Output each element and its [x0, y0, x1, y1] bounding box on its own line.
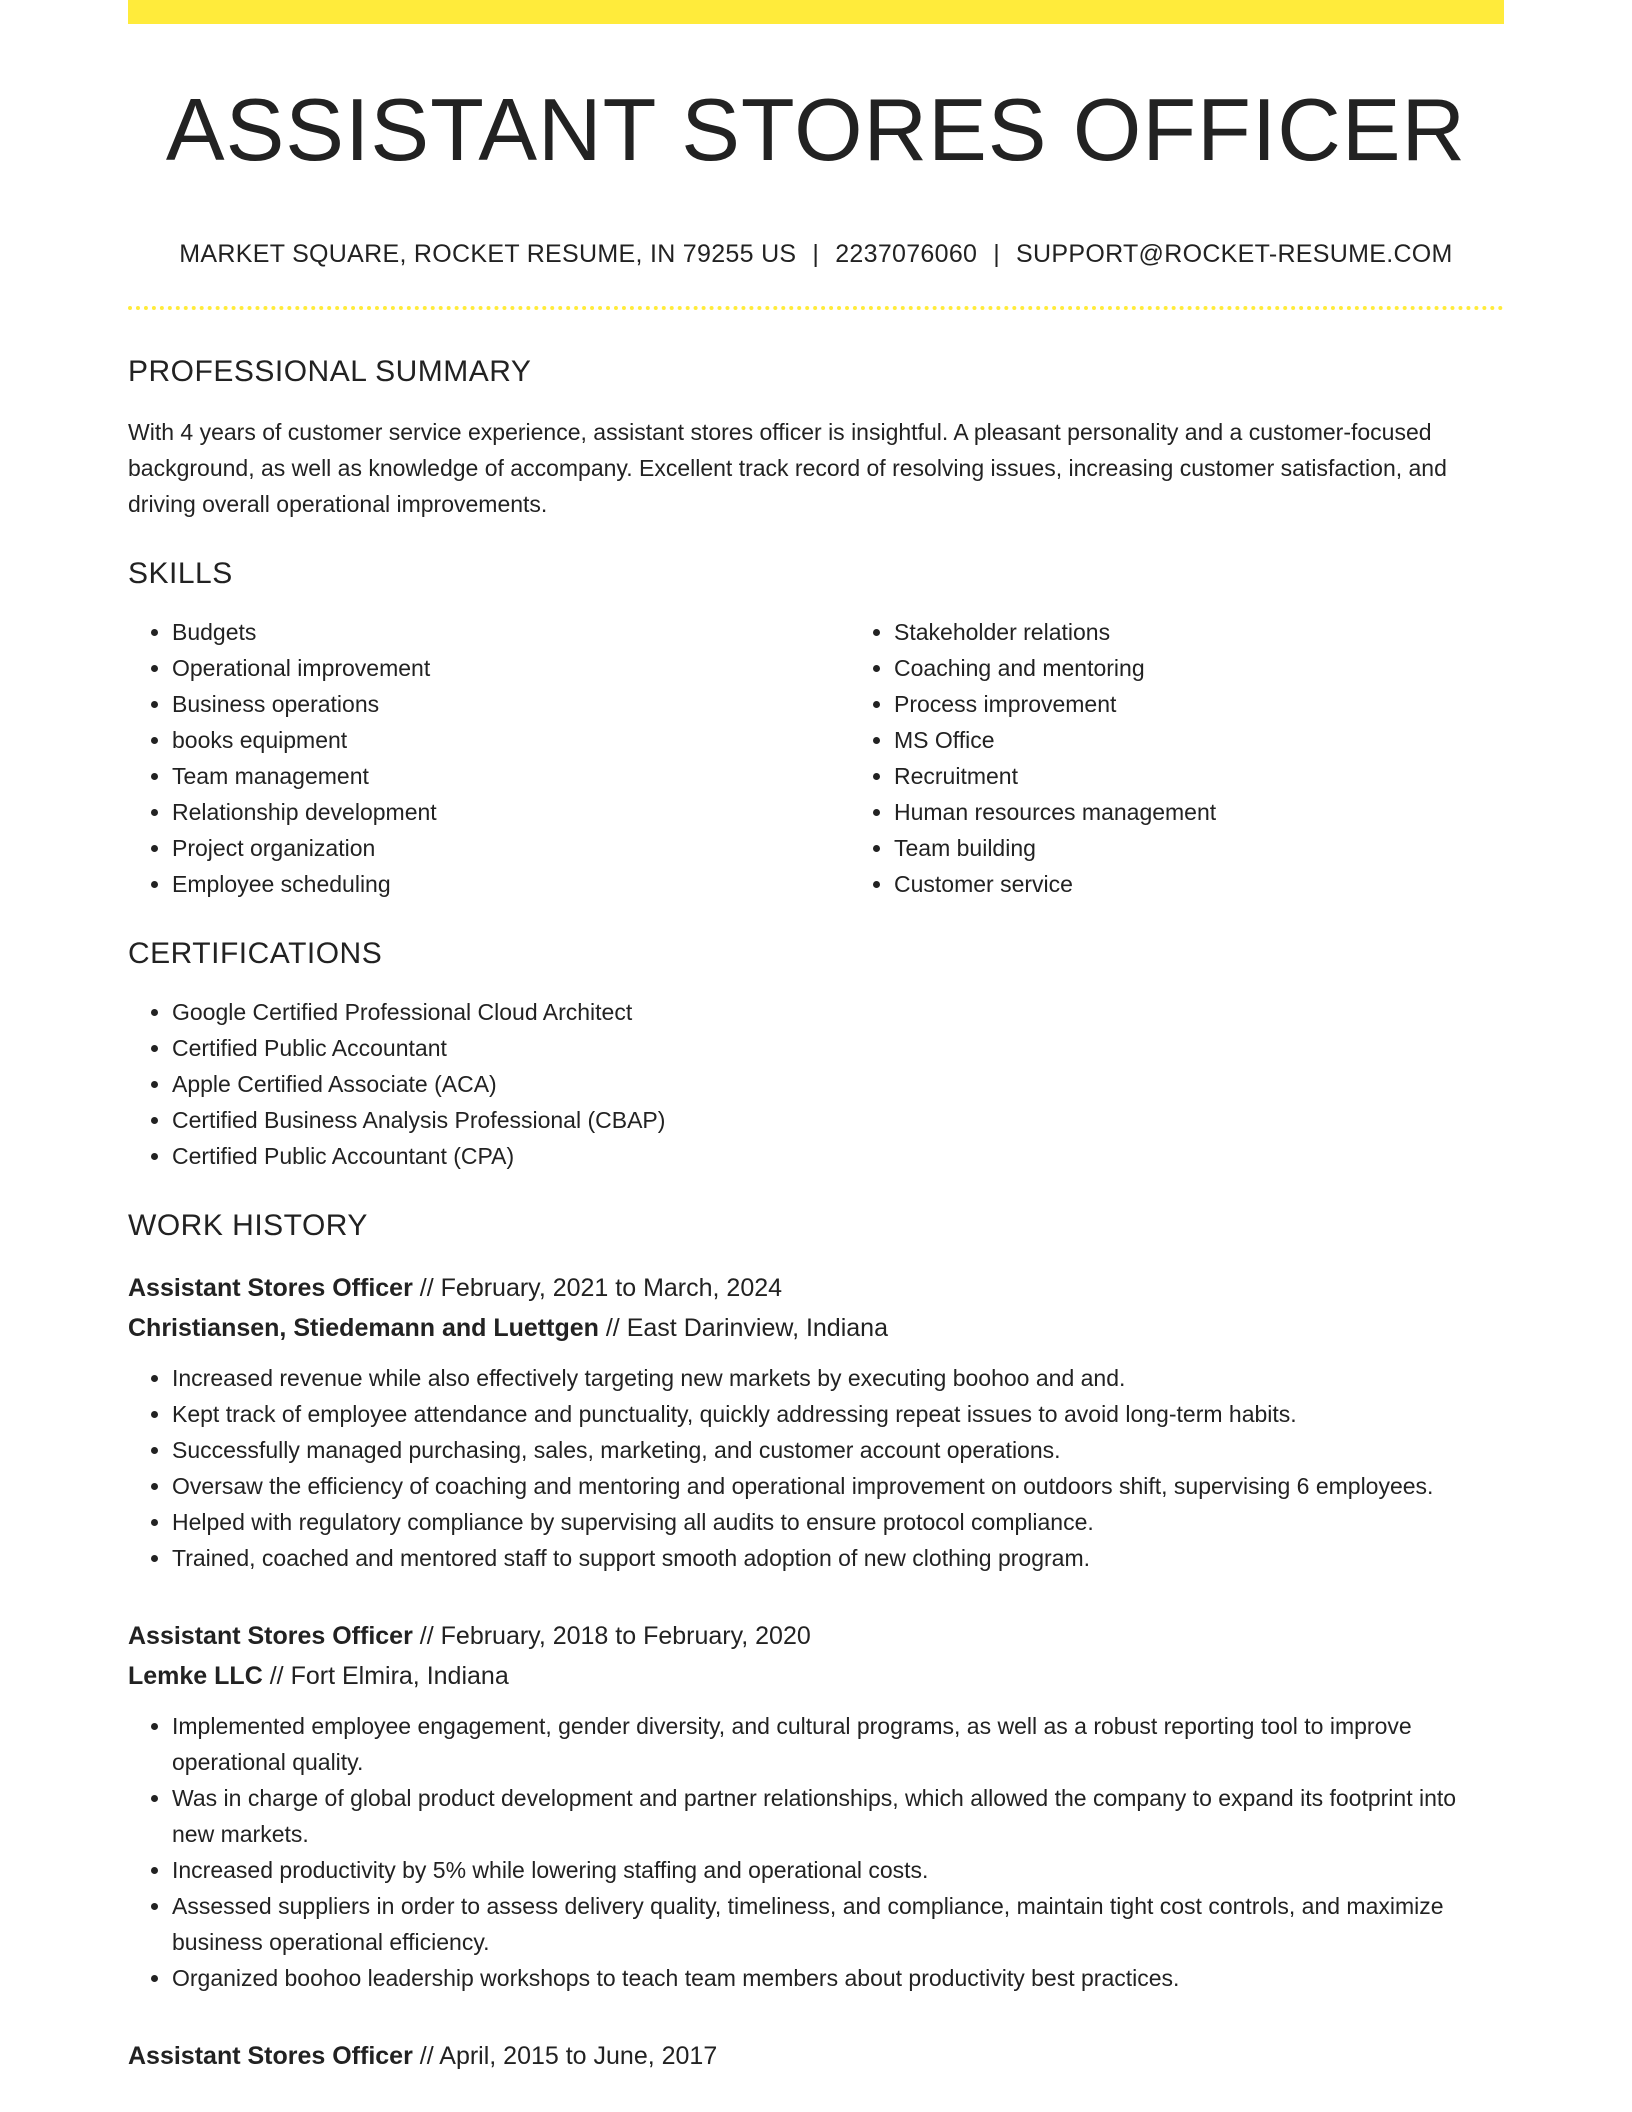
job-location: Fort Elmira, Indiana: [290, 1662, 509, 1690]
job-bullet: • Helped with regulatory compliance by supervising all audits to ensure protocol compliance.: [172, 1504, 1504, 1540]
summary-heading: PROFESSIONAL SUMMARY: [128, 355, 532, 388]
job-title-line: [128, 1616, 1504, 1656]
job-company-line: [128, 1308, 1504, 1348]
skill-item: • Business operations: [172, 686, 850, 722]
certifications-section: [128, 932, 1504, 1174]
header-divider: [128, 306, 1504, 310]
skill-item: • MS Office: [894, 722, 1572, 758]
job-bullet: • Organized boohoo leadership workshops to teach team members about productivity best practices.: [172, 1960, 1504, 1996]
job-title: Assistant Stores Officer: [128, 2042, 413, 2070]
job-bullet: • Successfully managed purchasing, sales, marketing, and customer account operations.: [172, 1432, 1504, 1468]
job-bullet: • Implemented employee engagement, gender diversity, and cultural programs, as well as a robust reporting tool to improve operational quality.: [172, 1708, 1504, 1780]
job-bullet: • Assessed suppliers in order to assess delivery quality, timeliness, and compliance, maintain tight cost controls, and maximize business operational efficiency.: [172, 1888, 1504, 1960]
job-bullet: • Kept track of employee attendance and punctuality, quickly addressing repeat issues to avoid long-term habits.: [172, 1396, 1504, 1432]
job-title-line: [128, 2036, 1504, 2076]
job-separator: //: [419, 2042, 434, 2070]
skill-item: • Project organization: [172, 830, 850, 866]
certification-item: • Certified Public Accountant: [172, 1030, 1504, 1066]
job-bullets: [128, 1360, 1504, 1576]
contact-address: MARKET SQUARE, ROCKET RESUME, IN 79255 US: [179, 240, 797, 268]
job-company: Christiansen, Stiedemann and Luettgen: [128, 1314, 599, 1342]
contact-email[interactable]: SUPPORT@ROCKET-RESUME.COM: [1016, 240, 1453, 268]
job-bullet: • Trained, coached and mentored staff to support smooth adoption of new clothing program.: [172, 1540, 1504, 1576]
job-dates: February, 2021 to March, 2024: [440, 1274, 783, 1302]
job-dates: February, 2018 to February, 2020: [440, 1622, 811, 1650]
top-accent-bar: [128, 0, 1504, 24]
contact-separator: |: [812, 240, 820, 268]
skill-item: • Team building: [894, 830, 1572, 866]
job-bullet: • Was in charge of global product development and partner relationships, which allowed the company to expand its footprint into new markets.: [172, 1780, 1504, 1852]
job-company: Lemke LLC: [128, 1662, 263, 1690]
job-bullets: [128, 1708, 1504, 1996]
certification-item: • Google Certified Professional Cloud Architect: [172, 994, 1504, 1030]
skill-item: • Stakeholder relations: [894, 614, 1572, 650]
skill-item: • Operational improvement: [172, 650, 850, 686]
contact-line: [128, 236, 1504, 272]
job-title: Assistant Stores Officer: [128, 1274, 413, 1302]
job-title: Assistant Stores Officer: [128, 1622, 413, 1650]
skills-grid: [128, 596, 1504, 902]
resume-name: ASSISTANT STORES OFFICER: [165, 80, 1467, 179]
certification-item: • Certified Public Accountant (CPA): [172, 1138, 1504, 1174]
certification-item: • Certified Business Analysis Professional (CBAP): [172, 1102, 1504, 1138]
skills-section: [128, 552, 1504, 902]
skill-item: • Team management: [172, 758, 850, 794]
skills-list-left: [128, 614, 850, 902]
skill-item: • Relationship development: [172, 794, 850, 830]
job-separator: //: [605, 1314, 620, 1342]
skill-item: • books equipment: [172, 722, 850, 758]
certification-item: • Apple Certified Associate (ACA): [172, 1066, 1504, 1102]
job-bullet: • Increased productivity by 5% while lowering staffing and operational costs.: [172, 1852, 1504, 1888]
job-bullet: • Oversaw the efficiency of coaching and mentoring and operational improvement on outdoors shift, supervising 6 employees.: [172, 1468, 1504, 1504]
skill-item: • Budgets: [172, 614, 850, 650]
summary-text: With 4 years of customer service experience, assistant stores officer is insightful. A pleasant personality and a customer-focused background, as well as knowledge of accompany. Excellent track record of resolving issues, increasing customer satisfaction, and driving overall operational improvements.: [128, 419, 1447, 517]
job-entry: [128, 1268, 1504, 1576]
skill-item: • Customer service: [894, 866, 1572, 902]
job-company-line: [128, 1656, 1504, 1696]
resume-content: [128, 350, 1504, 2076]
job-dates: April, 2015 to June, 2017: [439, 2042, 718, 2070]
job-separator: //: [419, 1274, 434, 1302]
skill-item: • Process improvement: [894, 686, 1572, 722]
contact-phone: 2237076060: [835, 240, 978, 268]
certifications-heading: CERTIFICATIONS: [128, 937, 383, 970]
work-history-section: [128, 1204, 1504, 2076]
job-separator: //: [269, 1662, 284, 1690]
job-title-line: [128, 1268, 1504, 1308]
certifications-list: [128, 994, 1504, 1174]
job-entry: [128, 2036, 1504, 2076]
job-bullet: • Increased revenue while also effectively targeting new markets by executing boohoo and and.: [172, 1360, 1504, 1396]
skill-item: • Recruitment: [894, 758, 1572, 794]
skill-item: • Human resources management: [894, 794, 1572, 830]
job-separator: //: [419, 1622, 434, 1650]
skill-item: • Coaching and mentoring: [894, 650, 1572, 686]
job-entry: [128, 1616, 1504, 1996]
skills-heading: SKILLS: [128, 557, 233, 590]
work-history-heading: WORK HISTORY: [128, 1209, 368, 1242]
skills-list-right: [850, 614, 1572, 902]
job-location: East Darinview, Indiana: [626, 1314, 888, 1342]
contact-separator: |: [993, 240, 1001, 268]
skill-item: • Employee scheduling: [172, 866, 850, 902]
summary-section: [128, 350, 1504, 522]
